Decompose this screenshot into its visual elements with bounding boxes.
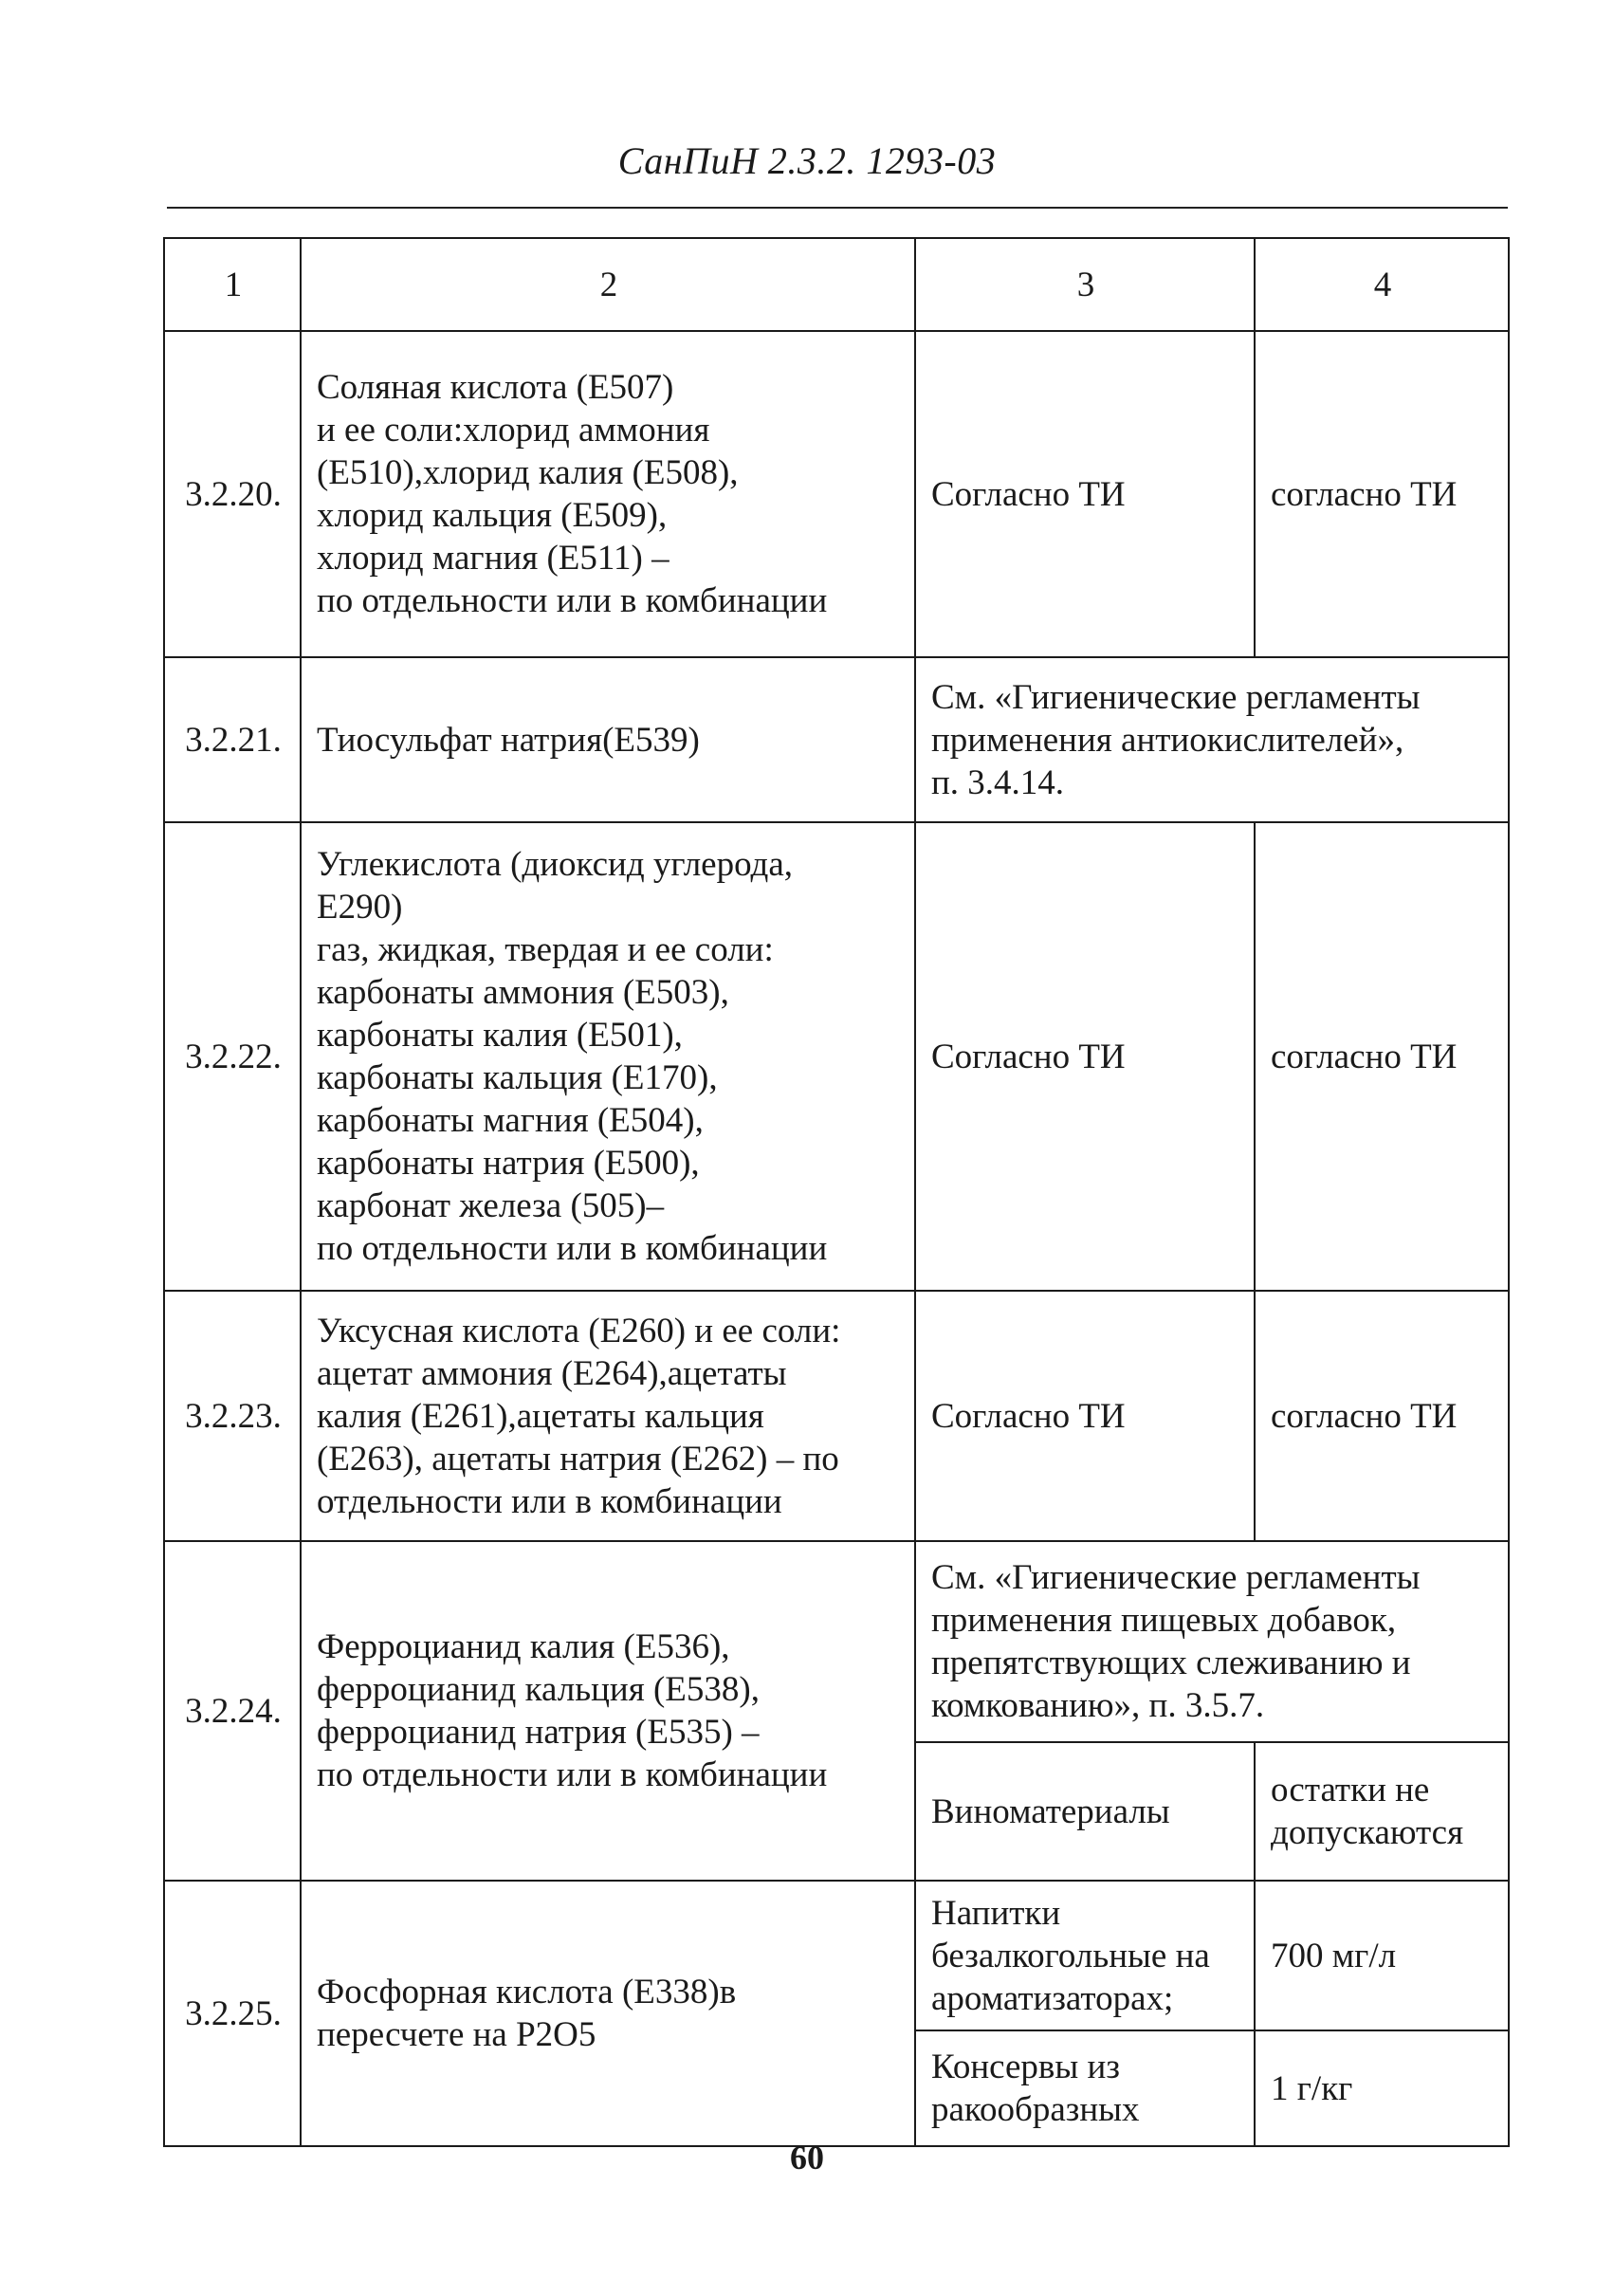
substance-cell (301, 1881, 915, 2146)
product-text: Консервы из ракообразных (931, 2048, 1140, 2129)
substance-cell (301, 331, 915, 657)
reference-note-text: См. «Гигиенические регламенты применения антиокислителей», п. 3.4.14. (931, 677, 1421, 802)
substance-cell (301, 1541, 915, 1881)
product-text: Напитки безалкогольные на ароматизаторах; (931, 1893, 1210, 2018)
substance-text: Ферроцианид калия (Е536), ферроцианид кальция (Е538), ферроцианид натрия (Е535) – по отдельности или в комбинации (317, 1627, 828, 1794)
product-cell (915, 1881, 1255, 2030)
level-text: согласно ТИ (1271, 474, 1458, 514)
table-row-3-2-25 (164, 1881, 1509, 2030)
reference-note-cell (915, 1541, 1509, 1742)
product-text: Согласно ТИ (931, 1396, 1126, 1436)
header-divider (167, 207, 1508, 209)
product-cell (915, 331, 1255, 657)
row-number: 3.2.22. (164, 822, 301, 1291)
level-text: согласно ТИ (1271, 1037, 1458, 1076)
page-number: 60 (790, 2139, 824, 2177)
document-header-title: СанПиН 2.3.2. 1293-03 (617, 139, 997, 182)
row-number: 3.2.21. (164, 657, 301, 822)
product-cell (915, 2030, 1255, 2146)
substance-cell (301, 657, 915, 822)
substance-cell (301, 1291, 915, 1541)
product-text: Согласно ТИ (931, 474, 1126, 514)
level-cell (1255, 1742, 1509, 1881)
substance-text: Уксусная кислота (Е260) и ее соли: ацетат аммония (Е264),ацетаты калия (Е261),ацетаты кальция (Е263), ацетаты натрия (Е262) – по отдельности или в комбинации (317, 1311, 841, 1521)
product-text: Согласно ТИ (931, 1037, 1126, 1076)
row-number: 3.2.25. (164, 1881, 301, 2146)
row-number: 3.2.20. (164, 331, 301, 657)
row-number: 3.2.24. (164, 1541, 301, 1881)
reference-note-text: См. «Гигиенические регламенты применения пищевых добавок, препятствующих слеживанию и комкованию», п. 3.5.7. (931, 1558, 1421, 1725)
level-cell (1255, 2030, 1509, 2146)
substance-text: Углекислота (диоксид углерода, Е290) газ, жидкая, твердая и ее соли: карбонаты аммония (Е503), карбонаты калия (Е501), карбонаты кальция (Е170), карбонаты магния (Е504), карбонаты натрия (Е500), карбонат железа (505)– по отдельности или в комбинации (317, 845, 828, 1268)
additives-table (163, 237, 1510, 2147)
substance-text: Фосфорная кислота (Е338)в пересчете на Р2О5 (317, 1973, 737, 2054)
column-header-1: 1 (164, 238, 301, 331)
level-cell (1255, 1881, 1509, 2030)
table-row-3-2-20 (164, 331, 1509, 657)
table-header-row (164, 238, 1509, 331)
table-row-3-2-24 (164, 1541, 1509, 1742)
substance-cell (301, 822, 915, 1291)
product-cell (915, 1291, 1255, 1541)
table-row-3-2-23 (164, 1291, 1509, 1541)
level-cell (1255, 331, 1509, 657)
substance-text: Соляная кислота (Е507) и ее соли:хлорид аммония (Е510),хлорид калия (Е508), хлорид кальция (Е509), хлорид магния (Е511) – по отдельности или в комбинации (317, 368, 828, 620)
row-number: 3.2.23. (164, 1291, 301, 1541)
product-cell (915, 1742, 1255, 1881)
level-cell (1255, 822, 1509, 1291)
level-text: согласно ТИ (1271, 1396, 1458, 1436)
level-text: 700 мг/л (1271, 1936, 1397, 1975)
column-header-2: 2 (301, 238, 915, 331)
level-cell (1255, 1291, 1509, 1541)
reference-note-cell (915, 657, 1509, 822)
product-cell (915, 822, 1255, 1291)
column-header-4: 4 (1255, 238, 1509, 331)
column-header-3: 3 (915, 238, 1255, 331)
table-row-3-2-21 (164, 657, 1509, 822)
level-text: остатки не допускаются (1271, 1771, 1464, 1852)
substance-text: Тиосульфат натрия(Е539) (317, 720, 700, 760)
table-row-3-2-22 (164, 822, 1509, 1291)
product-text: Виноматериалы (931, 1791, 1170, 1831)
level-text: 1 г/кг (1271, 2068, 1353, 2108)
